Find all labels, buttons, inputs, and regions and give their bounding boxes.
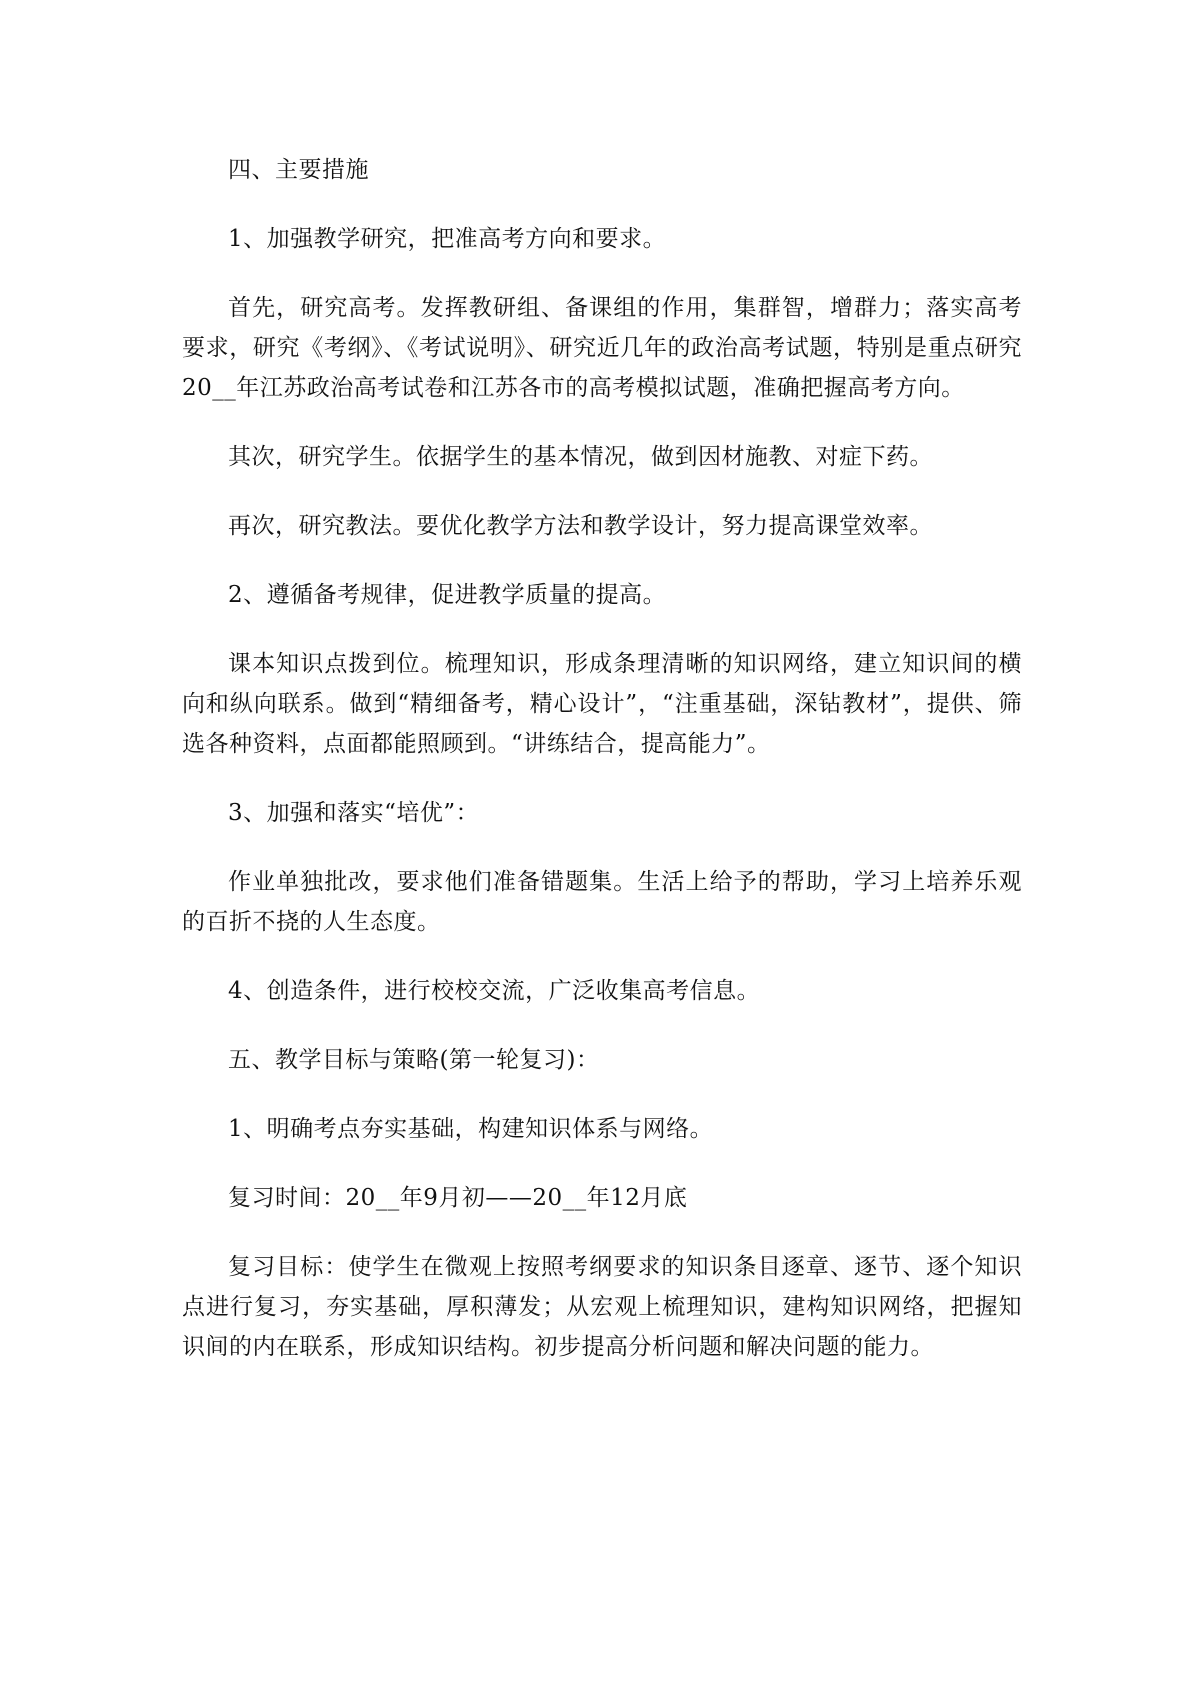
goal-1-heading: 1、明确考点夯实基础，构建知识体系与网络。	[228, 1116, 714, 1142]
section-heading-4: 四、主要措施	[228, 157, 369, 183]
review-time: 复习时间：20__年9月初——20__年12月底	[228, 1185, 688, 1211]
paragraph-knowledge-points: 课本知识点拨到位。梳理知识，形成条理清晰的知识网络，建立知识间的横向和纵向联系。做到“精细备考，精心设计”，“注重基础，深钻教材”，提供、筛选各种资料，点面都能照顾到。“讲练结合，提高能力”。	[182, 651, 1022, 757]
measure-1-heading: 1、加强教学研究，把准高考方向和要求。	[228, 226, 667, 252]
document-body	[182, 150, 1022, 1367]
measure-3-heading: 3、加强和落实“培优”：	[228, 800, 480, 826]
section-heading-5: 五、教学目标与策略(第一轮复习)：	[228, 1047, 600, 1073]
paragraph-research-students: 其次，研究学生。依据学生的基本情况，做到因材施教、对症下药。	[228, 444, 933, 470]
measure-2-heading: 2、遵循备考规律，促进教学质量的提高。	[228, 582, 667, 608]
paragraph-research-methods: 再次，研究教法。要优化教学方法和教学设计，努力提高课堂效率。	[228, 513, 933, 539]
paragraph-homework: 作业单独批改，要求他们准备错题集。生活上给予的帮助，学习上培养乐观的百折不挠的人生态度。	[182, 869, 1022, 935]
measure-4-heading: 4、创造条件，进行校校交流，广泛收集高考信息。	[228, 978, 761, 1004]
paragraph-research-exam: 首先，研究高考。发挥教研组、备课组的作用，集群智，增群力；落实高考要求，研究《考纲》、《考试说明》、研究近几年的政治高考试题，特别是重点研究20__年江苏政治高考试卷和江苏各市的高考模拟试题，准确把握高考方向。	[182, 295, 1022, 401]
review-goal: 复习目标：使学生在微观上按照考纲要求的知识条目逐章、逐节、逐个知识点进行复习，夯实基础，厚积薄发；从宏观上梳理知识，建构知识网络，把握知识间的内在联系，形成知识结构。初步提高分析问题和解决问题的能力。	[182, 1254, 1022, 1360]
